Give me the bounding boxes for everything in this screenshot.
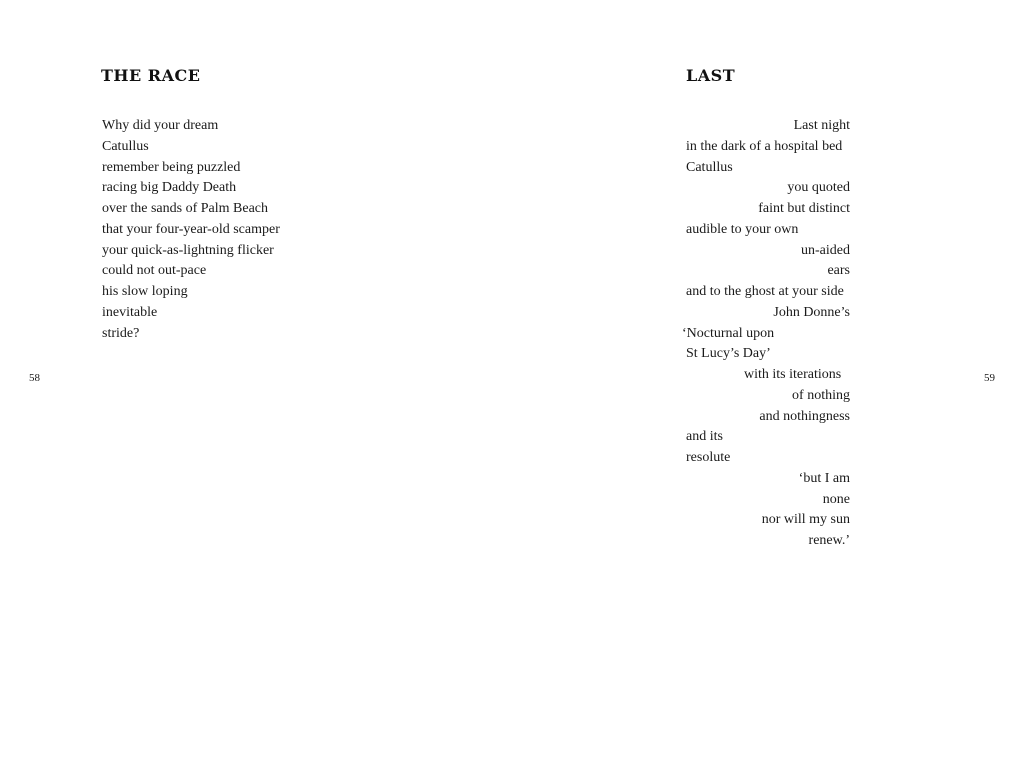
poem-line: ‘but I am: [798, 470, 850, 486]
poem-the-race: [102, 116, 362, 344]
poem-line: you quoted: [787, 180, 850, 196]
poem-line: of nothing: [792, 387, 850, 403]
poem-line: in the dark of a hospital bed: [686, 138, 843, 154]
poem-last: [682, 116, 850, 552]
poem-line: audible to your own: [686, 221, 799, 237]
poem-line: St Lucy’s Day’: [686, 346, 771, 362]
poem-line: ‘Nocturnal upon: [682, 325, 775, 341]
poem-line: and its: [686, 429, 723, 445]
poem-line: with its iterations: [744, 367, 842, 382]
poem-line: over the sands of Palm Beach: [102, 201, 269, 216]
poem-line: renew.’: [808, 533, 850, 548]
poem-line: un-aided: [801, 242, 850, 258]
poem-line: his slow loping: [102, 284, 188, 299]
poem-line: resolute: [686, 450, 731, 465]
poem-line: Why did your dream: [102, 118, 219, 133]
poem-title-last: LAST: [686, 66, 736, 85]
poem-line: remember being puzzled: [102, 159, 241, 175]
poem-line: Catullus: [102, 138, 149, 154]
poem-line: inevitable: [102, 304, 158, 320]
poem-line: nor will my sun: [761, 512, 850, 528]
right-page: [512, 0, 1024, 768]
poem-line: none: [822, 491, 850, 507]
poem-line: faint but distinct: [758, 201, 850, 216]
poem-line: racing big Daddy Death: [102, 180, 237, 196]
poem-line: Catullus: [686, 159, 733, 175]
poem-line: that your four-year-old scamper: [102, 221, 280, 237]
poem-line: stride?: [102, 325, 140, 341]
poem-title-the-race: THE RACE: [101, 66, 201, 85]
page-number-right: 59: [984, 372, 995, 384]
poem-line: John Donne’s: [773, 304, 850, 320]
poem-line: your quick-as-lightning flicker: [102, 242, 274, 258]
poem-line: and to the ghost at your side: [686, 284, 844, 299]
poem-line: and nothingness: [759, 408, 850, 424]
poem-line: Last night: [793, 118, 850, 133]
poem-line: ears: [827, 263, 850, 279]
poem-line: could not out-pace: [102, 263, 207, 279]
page-number-left: 58: [29, 372, 40, 384]
